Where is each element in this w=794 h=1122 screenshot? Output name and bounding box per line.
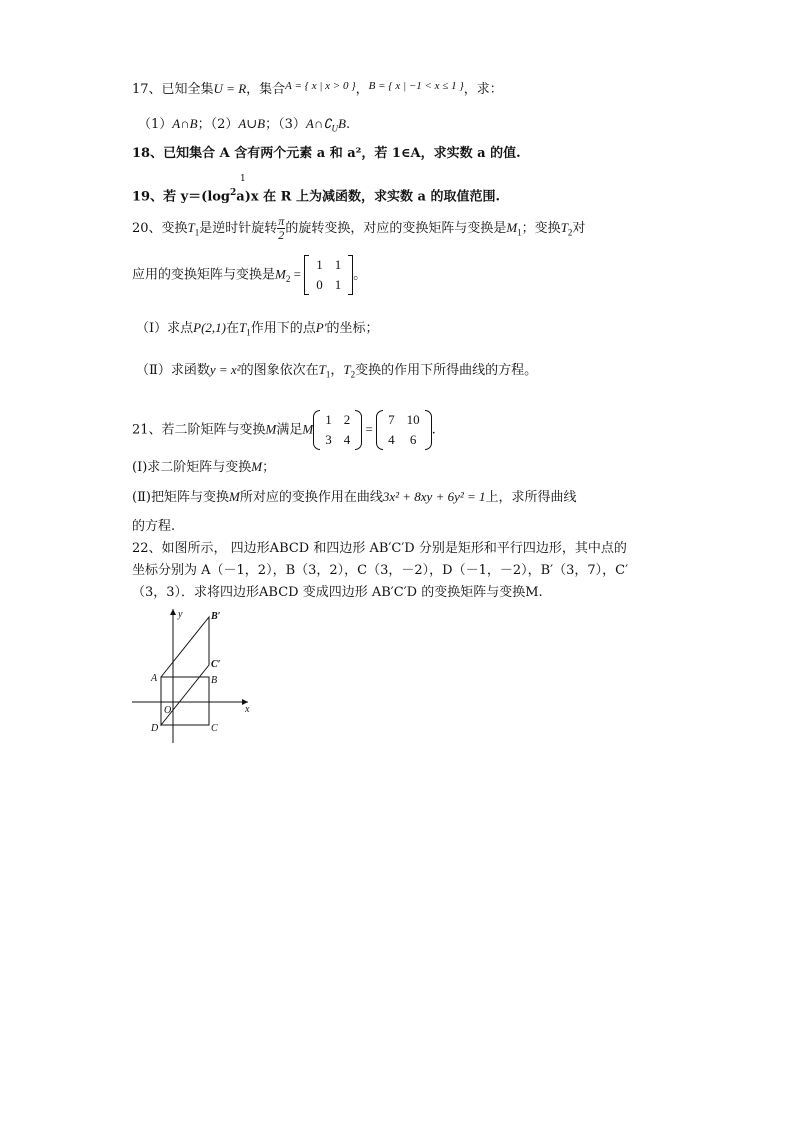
matrix-cell: 10 [406, 412, 420, 427]
t1-subscript: 1 [325, 369, 331, 380]
q22-line3: （3，3）．求将四边形ABCD 变成四边形 AB′C′D 的变换矩阵与变换M. [132, 585, 543, 600]
matrix-cell: 6 [409, 432, 417, 447]
q20-text: 对 [572, 221, 586, 236]
t1-symbol: T [318, 362, 326, 377]
matrix-cell: 1 [334, 277, 342, 292]
m1-symbol: M [506, 220, 518, 235]
q20-text: 的图象依次在 [240, 363, 319, 378]
q17-line2 [138, 115, 350, 138]
fraction-denominator: 2 [278, 228, 285, 242]
q20-line1 [132, 215, 585, 242]
q20-text: 变换的作用下所得曲线的方程。 [355, 363, 538, 378]
m2-symbol: M [275, 266, 286, 282]
q21-part2-cont: 的方程. [132, 519, 176, 534]
q19-text: a)x 在 R 上为减函数，求实数 a 的取值范围. [236, 189, 501, 205]
q21-line1 [132, 410, 436, 450]
matrix-cell: 1 [316, 257, 323, 272]
q17-text: ，求： [463, 82, 503, 97]
q21-part-label: (Ⅰ)求二阶矩阵与变换 [132, 460, 252, 475]
t2-subscript: 2 [567, 227, 573, 238]
q21-text: ； [262, 460, 276, 475]
q20-part-label: （Ⅱ）求函数 [136, 363, 210, 378]
complement-expr: A∩∁ [305, 116, 332, 131]
m1-subscript: 1 [517, 227, 522, 238]
q20-part2 [136, 361, 537, 384]
q20-text: 是逆时针旋转 [199, 221, 278, 236]
q22-line1: 22、如图所示， 四边形ABCD 和四边形 AB′C′D 分别是矩形和平行四边形，其中点的 [132, 541, 627, 556]
q21-part2 [132, 488, 577, 507]
q17-part-label: （1） [138, 117, 173, 132]
q21-text: 上，求所得曲线 [485, 490, 577, 505]
q20-text: ；变换 [521, 221, 561, 236]
label-y: y [178, 609, 183, 620]
t1-symbol: T [187, 220, 195, 235]
equals-sign: = [290, 266, 305, 282]
matrix-cell: 4 [343, 432, 351, 447]
q20-text: ， [330, 363, 344, 378]
t2-symbol: T [560, 220, 568, 235]
curve-equation: 3x² + 8xy + 6y² = 1 [382, 489, 486, 504]
q20-text: 20、变换 [132, 221, 188, 236]
fraction-numerator: π [278, 214, 285, 228]
q20-line2 [132, 255, 366, 295]
q20-text: 的旋转变换，对应的变换矩阵与变换是 [285, 221, 507, 236]
q17-part-label: ；（2） [197, 117, 239, 132]
q20-text: 。 [353, 267, 367, 283]
q21-text: 所对应的变换作用在曲线 [239, 490, 383, 505]
equals-sign: = [362, 421, 377, 437]
q20-part-label: （Ⅰ）求点 [136, 321, 194, 336]
matrix-a [313, 410, 362, 450]
log-base: 2 [230, 188, 237, 198]
q17-part-label: ；（3） [265, 117, 306, 132]
t2-subscript: 2 [350, 369, 356, 380]
label-c: C [211, 723, 218, 734]
complement-subscript: U [331, 123, 339, 134]
label-b: B [211, 675, 218, 686]
point-p-prime: P' [315, 320, 327, 335]
matrix-cell: 4 [388, 432, 395, 447]
m2-subscript: 2 [285, 274, 291, 285]
q21-text: 满足 [276, 422, 303, 438]
m-symbol: M [228, 489, 240, 504]
q17-end: . [345, 117, 351, 132]
q21-text: . [431, 422, 436, 438]
m-symbol: M [265, 421, 277, 437]
q17-text: 17、已知全集 [132, 82, 214, 97]
q20-text: 在 [226, 321, 240, 336]
q19 [132, 184, 500, 206]
q21-text: 21、若二阶矩阵与变换 [132, 422, 266, 438]
complement-set: B [338, 116, 346, 131]
function-expr: y = x² [209, 362, 241, 377]
point-p: P(2,1) [193, 320, 226, 335]
label-a: A [151, 673, 158, 684]
q20-text: 应用的变换矩阵与变换是 [132, 267, 276, 283]
matrix-b [376, 410, 432, 450]
matrix-cell: 2 [343, 412, 351, 427]
intersection-expr: A∩B [172, 116, 198, 131]
label-c-prime: C′ [211, 659, 221, 670]
m2-matrix [304, 255, 353, 295]
t1-subscript: 1 [194, 227, 200, 238]
matrix-cell: 1 [334, 257, 342, 272]
m-symbol: M [251, 459, 263, 474]
q21-part1 [132, 458, 275, 477]
rectangle-abcd [161, 677, 209, 725]
t1-symbol: T [239, 320, 247, 335]
label-b-prime: B′ [211, 611, 221, 622]
universal-set: U = R [213, 81, 247, 96]
q22-line2: 坐标分别为 A（－1，2），B（3，2），C（3，－2），D（－1，－2），B′（3，7），C′ [132, 563, 629, 578]
matrix-cell: 3 [325, 432, 332, 447]
q17-text: ，集合 [246, 82, 286, 97]
label-o: O [164, 705, 172, 716]
q18: 18、已知集合 A 含有两个元素 a 和 a²，若 1∈A，求实数 a 的值. [132, 146, 521, 161]
matrix-cell: 1 [325, 412, 332, 427]
q20-text: 的坐标； [326, 321, 379, 336]
q17-text: ， [355, 82, 369, 97]
set-b: B = { x | −1 < x ≤ 1 } [368, 80, 464, 92]
matrix-cell: 7 [388, 412, 395, 427]
matrix-cell: 0 [316, 277, 323, 292]
t2-symbol: T [343, 362, 351, 377]
q21-part-label: (Ⅱ)把矩阵与变换 [132, 490, 229, 505]
union-expr: A∪B [238, 116, 266, 131]
label-d: D [151, 723, 159, 734]
t1-subscript: 1 [246, 327, 251, 338]
q19-text: 19、若 y＝(log [132, 189, 231, 205]
q17-line1 [132, 77, 503, 99]
q20-part1 [136, 319, 379, 342]
q19-exponent: 1 [240, 174, 246, 184]
q20-text: 作用下的点 [250, 321, 316, 336]
label-x: x [245, 704, 250, 715]
set-a: A = { x | x > 0 } [285, 80, 356, 92]
coordinate-figure [130, 605, 260, 745]
m-symbol: M [302, 421, 314, 437]
y-axis-arrow [170, 609, 176, 615]
